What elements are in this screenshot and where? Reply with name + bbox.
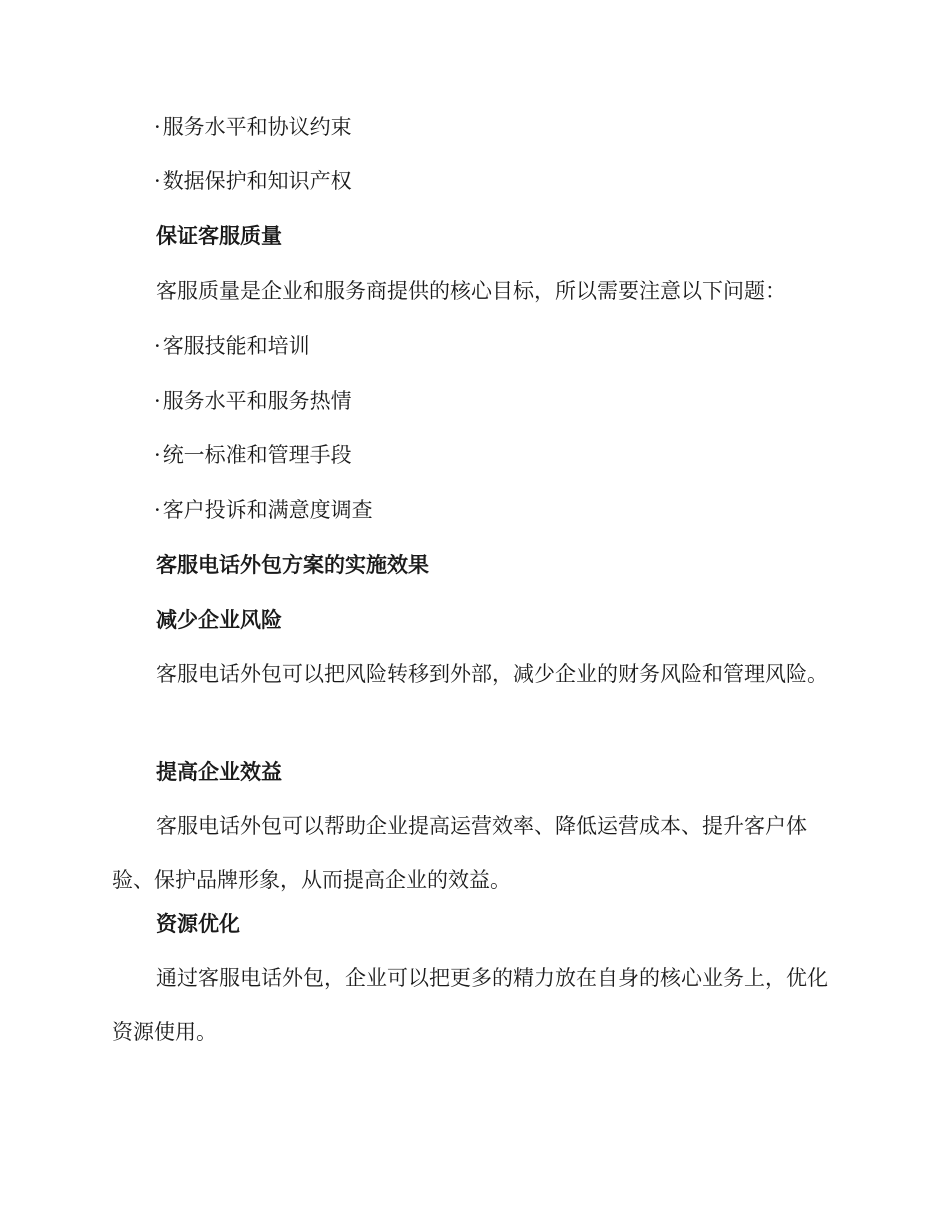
list-item (0, 112, 950, 142)
paragraph: 通过客服电话外包，企业可以把更多的精力放在自身的核心业务上，优化资源使用。 (112, 966, 828, 1044)
list-item (0, 166, 950, 196)
section-heading: 保证客服质量 (156, 223, 282, 248)
subsection-heading: 提高企业效益 (156, 759, 282, 784)
bullet-symbol: · (154, 115, 161, 139)
list-item (0, 386, 950, 416)
list-item (0, 440, 950, 470)
paragraph: 客服电话外包可以帮助企业提高运营效率、降低运营成本、提升客户体验、保护品牌形象，从而提高企业的效益。 (112, 814, 807, 892)
list-item-text: 数据保护和知识产权 (162, 169, 352, 193)
list-item (0, 495, 950, 525)
bullet-symbol: · (154, 498, 161, 522)
list-item (0, 331, 950, 361)
section-heading: 客服电话外包方案的实施效果 (156, 552, 429, 577)
list-item-text: 服务水平和协议约束 (162, 115, 352, 139)
list-item-text: 服务水平和服务热情 (162, 389, 352, 413)
bullet-symbol: · (154, 389, 161, 413)
subsection-heading: 资源优化 (156, 911, 240, 936)
bullet-symbol: · (154, 334, 161, 358)
bullet-symbol: · (154, 169, 161, 193)
list-item-text: 客户投诉和满意度调查 (162, 498, 373, 522)
subsection-heading: 减少企业风险 (156, 607, 282, 632)
paragraph: 客服电话外包可以把风险转移到外部，减少企业的财务风险和管理风险。 (156, 662, 828, 686)
paragraph: 客服质量是企业和服务商提供的核心目标，所以需要注意以下问题： (156, 279, 786, 303)
bullet-symbol: · (154, 443, 161, 467)
list-item-text: 客服技能和培训 (162, 334, 310, 358)
list-item-text: 统一标准和管理手段 (162, 443, 352, 467)
